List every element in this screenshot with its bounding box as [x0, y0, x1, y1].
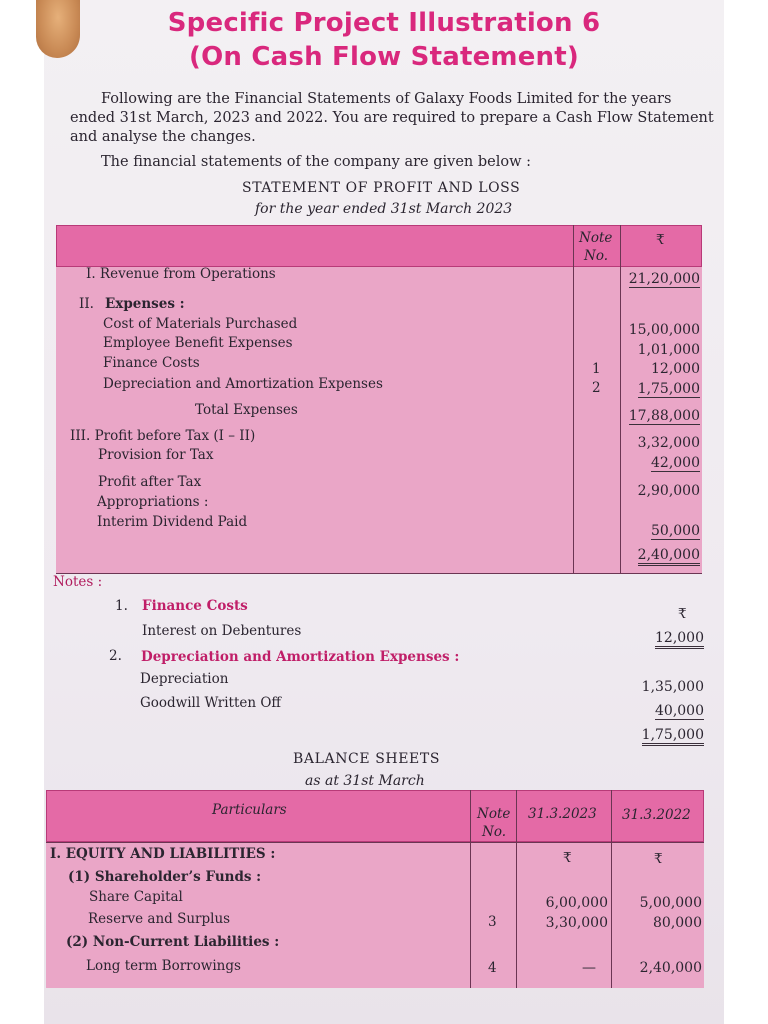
page-title: Specific Project Illustration 6: [167, 8, 601, 38]
notes-heading: Notes :: [53, 574, 103, 590]
note2-item2: Goodwill Written Off: [140, 695, 282, 711]
page-subtitle: (On Cash Flow Statement): [189, 42, 579, 72]
bs-col-2022: 31.3.2022: [622, 807, 691, 823]
bs-reserve-note: 3: [488, 914, 497, 930]
bs-sub2: (2) Non-Current Liabilities :: [66, 934, 280, 950]
pl-cost-value: 15,00,000: [628, 322, 700, 338]
intro-line-2: ended 31st March, 2023 and 2022. You are required to prepare a Cash Flow Statement: [70, 110, 714, 126]
pl-expenses-num: II.: [79, 296, 94, 312]
pl-depr-value: 1,75,000: [637, 381, 700, 397]
note1-value: 12,000: [655, 630, 704, 649]
bs-ltb-2023: —: [582, 960, 596, 976]
bs-reserve-label: Reserve and Surplus: [88, 911, 231, 927]
bs-section1: I. EQUITY AND LIABILITIES :: [50, 846, 276, 862]
note1-num: 1.: [115, 598, 128, 614]
pl-col-no: No.: [584, 248, 608, 264]
note2-item1: Depreciation: [140, 671, 229, 687]
bs-col-note: Note: [477, 806, 511, 822]
bs-share-capital-label: Share Capital: [89, 889, 183, 905]
bs-reserve-2022: 80,000: [653, 915, 702, 931]
note2-total: 1,75,000: [642, 727, 704, 746]
note2-title: Depreciation and Amortization Expenses :: [141, 649, 460, 665]
bs-share-capital-2022: 5,00,000: [639, 895, 702, 911]
pl-expenses-label: Expenses :: [105, 296, 185, 312]
pl-revenue-value: 21,20,000: [628, 271, 700, 287]
bs-ltb-note: 4: [488, 960, 497, 976]
pl-finance-note: 1: [592, 361, 601, 377]
pl-pat-label: Profit after Tax: [98, 474, 202, 490]
bs-share-capital-2023: 6,00,000: [545, 895, 608, 911]
pl-provision-value: 42,000: [651, 455, 700, 471]
bs-ltb-label: Long term Borrowings: [86, 958, 241, 974]
intro-line-1: Following are the Financial Statements of Galaxy Foods Limited for the years: [101, 91, 672, 107]
note1-title: Finance Costs: [142, 598, 248, 614]
pl-col-rupee: ₹: [656, 232, 665, 248]
bs-col-no: No.: [482, 824, 506, 840]
note2-value2: 40,000: [655, 703, 704, 719]
pl-col-note: Note: [579, 230, 613, 246]
pl-employee-label: Employee Benefit Expenses: [103, 335, 293, 351]
note1-item: Interest on Debentures: [142, 623, 302, 639]
note2-num: 2.: [109, 648, 122, 664]
pl-dividend-label: Interim Dividend Paid: [97, 514, 248, 530]
pl-provision-label: Provision for Tax: [98, 447, 214, 463]
bs-reserve-2023: 3,30,000: [545, 915, 608, 931]
pl-pat-value: 2,90,000: [637, 483, 700, 499]
bs-rupee-2022: ₹: [654, 851, 663, 867]
pl-revenue-label: I. Revenue from Operations: [86, 266, 276, 282]
pl-total-label: Total Expenses: [195, 402, 298, 418]
bs-rupee-2023: ₹: [563, 850, 572, 866]
pl-depr-label: Depreciation and Amortization Expenses: [103, 376, 383, 392]
bs-header-band: [46, 790, 704, 842]
note2-value1: 1,35,000: [641, 679, 704, 695]
intro-line-3: and analyse the changes.: [70, 129, 256, 145]
bs-ltb-2022: 2,40,000: [639, 960, 702, 976]
pl-depr-note: 2: [592, 380, 601, 396]
pl-finance-value: 12,000: [651, 361, 700, 377]
intro-line-4: The financial statements of the company are given below :: [101, 154, 531, 170]
pl-final-value: 2,40,000: [638, 547, 700, 566]
pl-heading: STATEMENT OF PROFIT AND LOSS: [242, 180, 521, 196]
pl-subheading: for the year ended 31st March 2023: [255, 201, 513, 217]
bs-subheading: as at 31st March: [305, 773, 425, 789]
pl-employee-value: 1,01,000: [637, 342, 700, 358]
bs-heading: BALANCE SHEETS: [293, 751, 441, 767]
pl-total-value: 17,88,000: [628, 408, 700, 424]
pl-appropriations-label: Appropriations :: [97, 494, 209, 510]
bs-sub1: (1) Shareholder’s Funds :: [68, 869, 262, 885]
pl-finance-label: Finance Costs: [103, 355, 200, 371]
pl-pbt-value: 3,32,000: [637, 435, 700, 451]
note1-rupee: ₹: [678, 606, 687, 622]
pl-dividend-value: 50,000: [651, 523, 700, 539]
bs-col-2023: 31.3.2023: [528, 806, 597, 822]
bs-col-particulars: Particulars: [212, 802, 287, 818]
pl-cost-label: Cost of Materials Purchased: [103, 316, 298, 332]
pl-pbt-label: III. Profit before Tax (I – II): [70, 428, 256, 444]
